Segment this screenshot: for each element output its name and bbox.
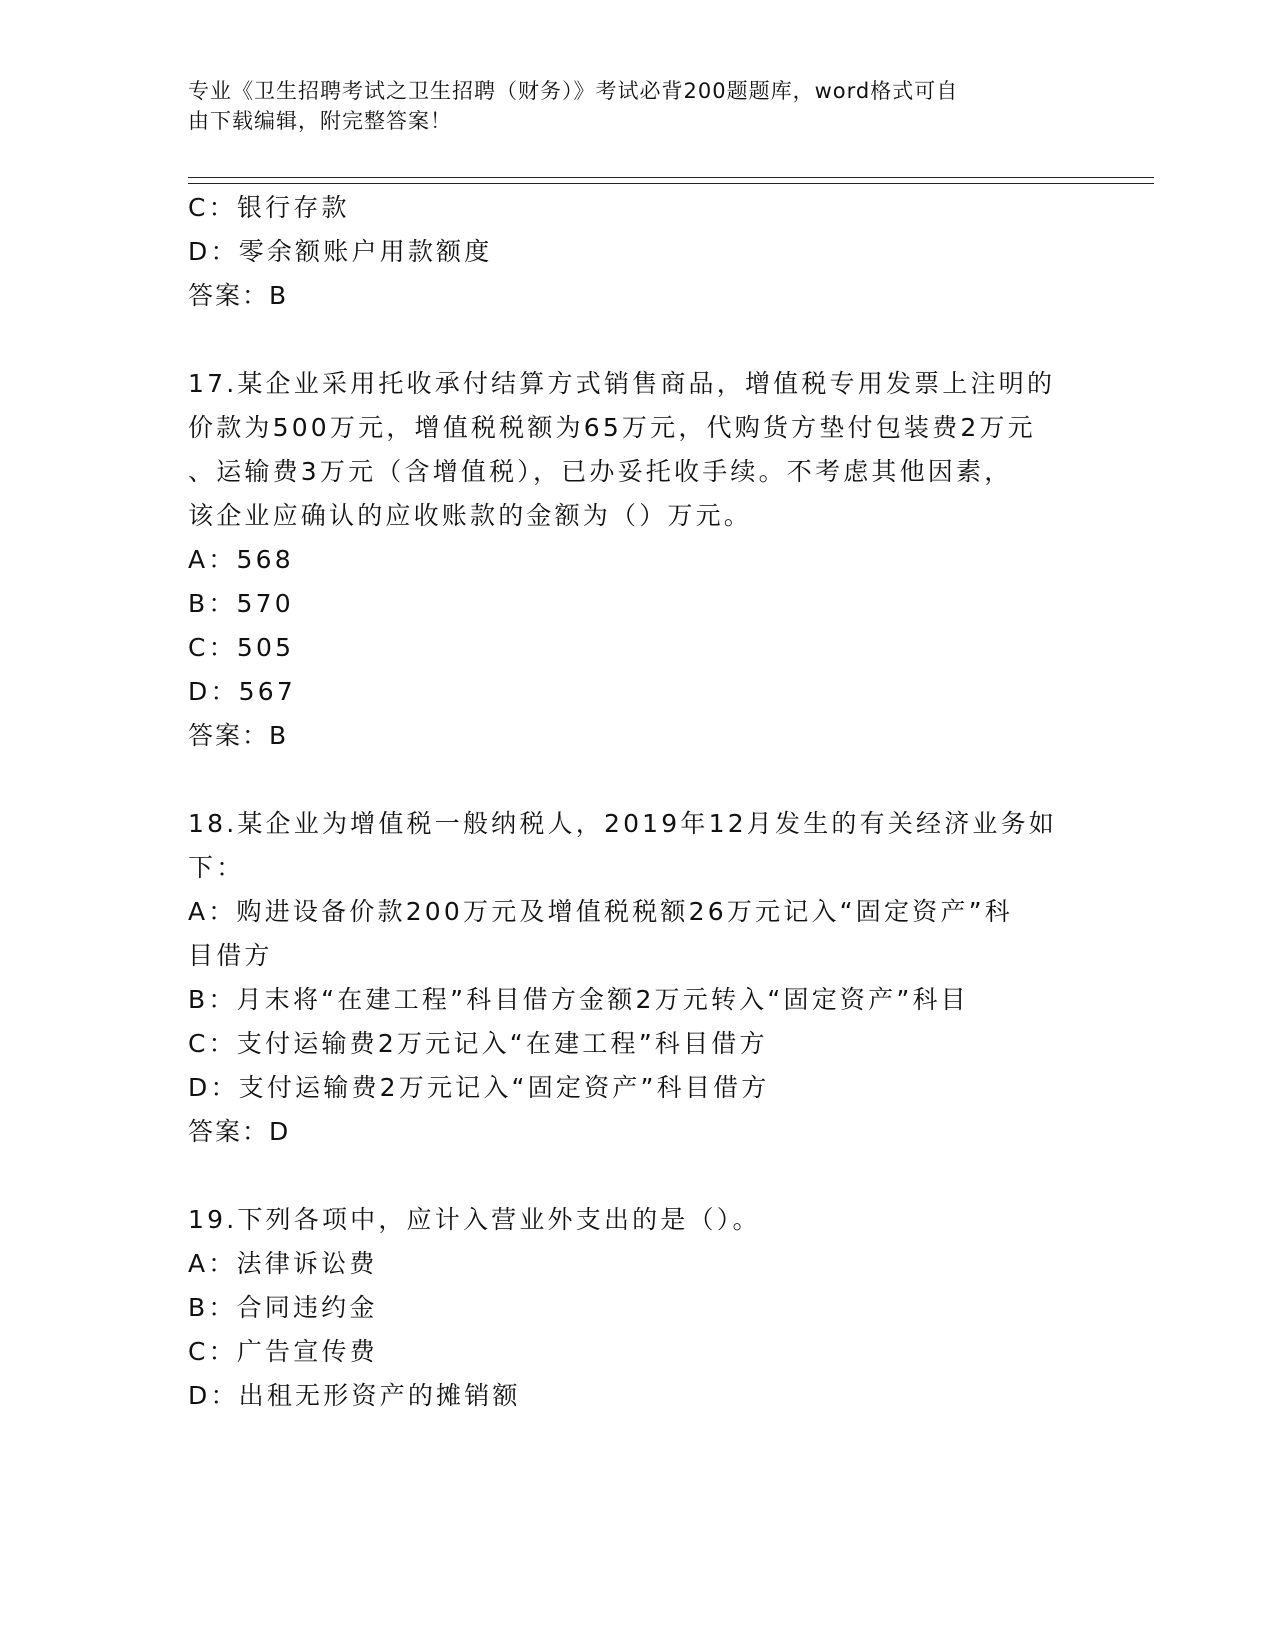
q16-option-c: C：银行存款 [188,193,350,222]
header-line-2: 由下载编辑，附完整答案！ [188,109,452,133]
q19-option-a: A：法律诉讼费 [188,1249,378,1278]
q17-stem-line: 价款为500万元，增值税税额为65万元，代购货方垫付包装费2万元 [188,413,1036,442]
q18-answer: 答案：D [188,1117,291,1146]
q19-stem: 19.下列各项中，应计入营业外支出的是（）。 [188,1205,761,1234]
q16-answer: 答案：B [188,281,289,310]
q18-stem-line: 下： [188,853,245,882]
q16-option-d: D：零余额账户用款额度 [188,237,493,266]
q17-option-b: B：570 [188,589,294,618]
header-rule-bottom [188,183,1154,184]
q17-option-d: D：567 [188,677,296,706]
q17-stem-line: 该企业应确认的应收账款的金额为（）万元。 [188,501,753,530]
q19-option-c: C：广告宣传费 [188,1337,378,1366]
q19-option-b: B：合同违约金 [188,1293,378,1322]
q17-stem-line: 、运输费3万元（含增值税），已办妥托收手续。不考虑其他因素， [188,457,1013,486]
header-line-1: 专业《卫生招聘考试之卫生招聘（财务）》考试必背200题题库，word格式可自 [188,79,959,103]
q18-option-a-line: 目借方 [188,941,273,970]
q17-option-c: C：505 [188,633,295,662]
q18-option-a-line: A：购进设备价款200万元及增值税税额26万元记入“固定资产”科 [188,897,1013,926]
q19-option-d: D：出租无形资产的摊销额 [188,1381,521,1410]
q18-option-b: B：月末将“在建工程”科目借方金额2万元转入“固定资产”科目 [188,985,969,1014]
q18-stem-line: 18.某企业为增值税一般纳税人，2019年12月发生的有关经济业务如 [188,809,1057,838]
q18-option-d: D：支付运输费2万元记入“固定资产”科目借方 [188,1073,770,1102]
q17-stem-line: 17.某企业采用托收承付结算方式销售商品，增值税专用发票上注明的 [188,369,1056,398]
header-rule-top [188,177,1154,178]
q17-answer: 答案：B [188,721,289,750]
q17-option-a: A：568 [188,545,294,574]
q18-option-c: C：支付运输费2万元记入“在建工程”科目借方 [188,1029,768,1058]
document-header [188,76,1088,136]
